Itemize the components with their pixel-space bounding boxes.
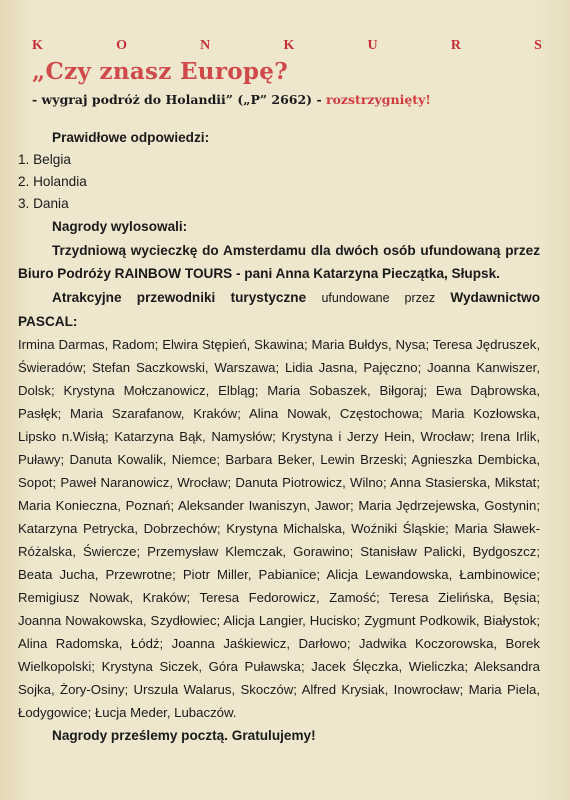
answer-item: 3. Dania [18,196,69,212]
article-title: „Czy znasz Europę? [32,58,288,85]
answer-item: 1. Belgia [18,152,71,168]
article-subtitle [32,92,431,107]
guides-funded-by: ufundowane przez [321,290,436,305]
kicker-letter: K [32,38,43,53]
subtitle-main: - wygraj podróż do Holandii” („P” 2662) - [32,92,322,107]
kicker-letter: S [534,38,542,53]
guides-sponsor: Wydawnictwo PASCAL: [18,289,541,330]
closing-line: Nagrody prześlemy pocztą. Gratulujemy! [52,728,316,744]
section-kicker [32,38,542,54]
guides-paragraph [18,286,540,334]
winners-list: Irmina Darmas, Radom; Elwira Stępień, Skawina; Maria Bułdys, Nysa; Teresa Jędruszek, Świeradów; Stefan Saczkowski, Warszawa; Lidia Jasna, Pajęczno; Joanna Kanwiszer, Dolsk; Krystyna Mołczanowicz, Elbląg; Maria Sobaszek, Biłgoraj; Ewa Dąbrowska, Pasłęk; Maria Szarafanow, Kraków; Alina Nowak, Częstochowa; Maria Kozłowska, Lipsko n.Wisłą; Katarzyna Bąk, Namysłów; Krystyna i Jerzy Hein, Wrocław; Irena Irlik, Puławy; Danuta Kowalik, Niemce; Barbara Beker, Lewin Brzeski; Agnieszka Dembicka, Sopot; Paweł Naranowicz, Wrocław; Danuta Piotrowicz, Wilno; Anna Stasierska, Mikstat; Maria Konieczna, Poznań; Aleksander Iwaniszyn, Jawor; Maria Jędrzejewska, Gostynin; Katarzyna Petrycka, Dobrzechów; Krystyna Michalska, Woźniki Śląskie; Maria Sławek-Różalska, Świercze; Przemysław Klemczak, Gorawino; Stanisław Palicki, Bydgoszcz; Beata Jucha, Przewrotne; Piotr Miller, Pabianice; Alicja Lewandowska, Łambinowice; Remigiusz Nowak, Kraków; Teresa Fedorowicz, Zamość; Teresa Zielińska, Bęsia; Joanna Nowakowska, Szydłowiec; Alicja Langier, Hucisko; Zygmunt Podkowik, Białystok; Alina Radomska, Łódź; Joanna Jaśkiewicz, Darłowo; Jadwika Koczorowska, Borek Wielkopolski; Krystyna Siczek, Góra Puławska; Jacek Ślęczka, Wieliczka; Aleksandra Sojka, Żory-Osiny; Urszula Walarus, Skoczów; Alfred Krysiak, Inowrocław; Maria Piela, Łodygowice; Łucja Meder, Lubaczów. [18,337,540,721]
kicker-letter: U [367,38,378,53]
kicker-letter: N [200,38,211,53]
answers-heading: Prawidłowe odpowiedzi: [52,130,210,145]
answer-item: 2. Holandia [18,174,87,190]
kicker-letter: O [116,38,127,53]
guides-prize: Atrakcyjne przewodniki turystyczne [52,289,307,305]
prizes-heading: Nagrody wylosowali: [52,219,188,235]
kicker-letter: R [450,38,461,53]
answers-list [18,149,540,215]
main-prize: Trzydniową wycieczkę do Amsterdamu dla dwóch osób ufundowaną przez Biuro Podróży RAINBOW TOURS - pani Anna Katarzyna Pieczątka, Słupsk. [18,242,540,282]
article-body [18,126,540,748]
kicker-letter: K [283,38,295,53]
subtitle-status: rozstrzygnięty! [326,92,431,107]
